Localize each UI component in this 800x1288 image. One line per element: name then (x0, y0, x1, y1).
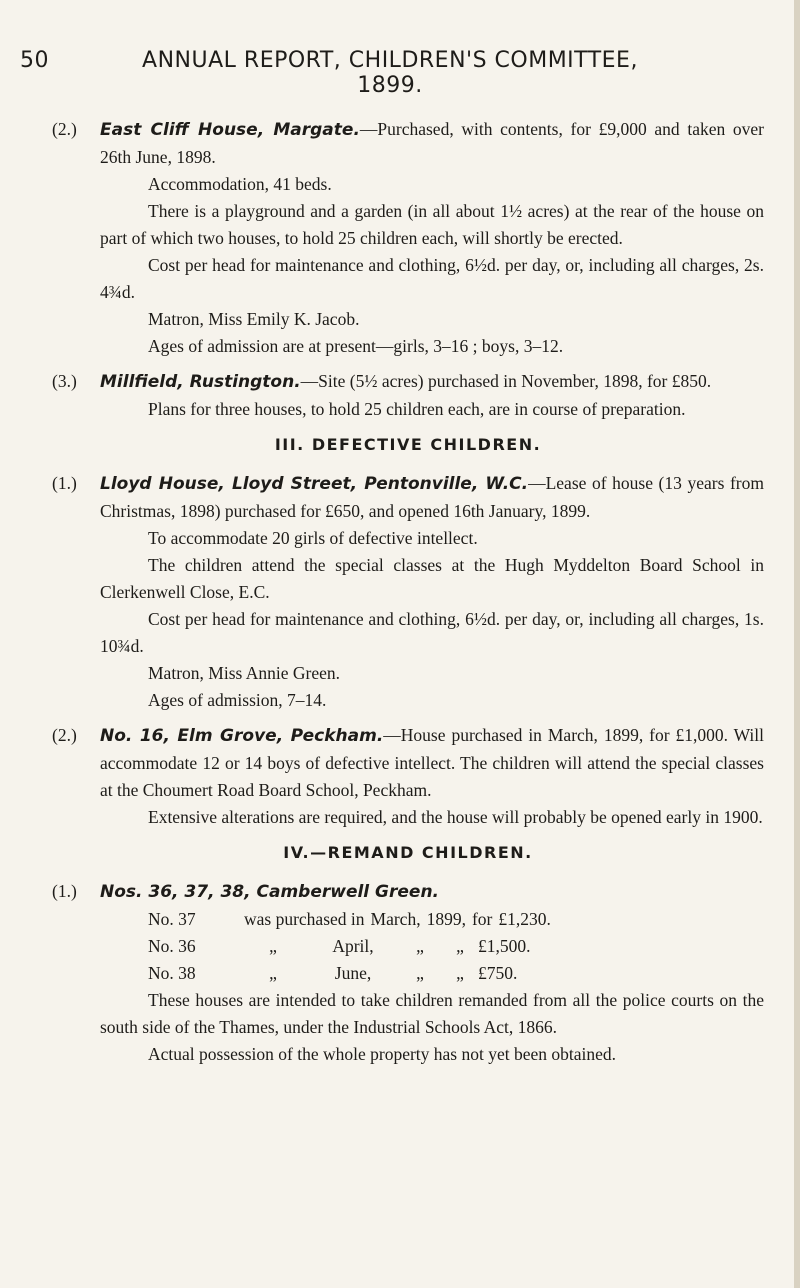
entry-text: —Site (5½ acres) purchased in November, 1898, for £850. (300, 371, 712, 391)
row-amount: £1,500. (478, 936, 531, 956)
paragraph: To accommodate 20 girls of defective intellect. (148, 528, 478, 548)
entry-lead (100, 116, 764, 171)
paragraph: Ages of admission, 7–14. (148, 690, 327, 710)
row-month: April, (332, 936, 374, 956)
ditto-mark: „ (416, 936, 424, 956)
entry-text: —Purchased, with contents, for £9,000 and taken over 26th June, 1898. (100, 119, 764, 167)
entry-lloyd-house (52, 470, 764, 714)
ditto-mark: „ (456, 936, 464, 956)
entry-lead (100, 878, 764, 906)
entry-camberwell-green (52, 878, 764, 906)
row-month: March, (370, 909, 421, 929)
entry-number: (2.) (52, 725, 77, 745)
entry-lead (100, 368, 764, 396)
paragraph: Accommodation, 41 beds. (148, 174, 332, 194)
table-row (100, 960, 764, 987)
row-year: 1899, (426, 909, 466, 929)
entry-number: (1.) (52, 473, 77, 493)
row-text: was purchased in (244, 909, 365, 929)
entry-title: Lloyd House, Lloyd Street, Pentonville, W.C. (100, 474, 529, 494)
entry-text: —House purchased in March, 1899, for £1,000. Will accommodate 12 or 14 boys of defective intellect. The children will attend the special classes at the Choumert Road Board School, Peckham. (100, 725, 765, 800)
entry-title: No. 16, Elm Grove, Peckham. (100, 726, 384, 746)
house-number: No. 37 (148, 909, 196, 929)
entry-title: Nos. 36, 37, 38, Camberwell Green. (100, 882, 440, 902)
table-row (100, 933, 764, 960)
entry-elm-grove (52, 722, 764, 831)
entry-number: (1.) (52, 881, 77, 901)
entry-number: (2.) (52, 119, 77, 139)
ditto-mark: „ (269, 963, 277, 983)
paragraph: Cost per head for maintenance and clothing, 6½d. per day, or, including all charges, 2s. 4¾d. (100, 255, 764, 302)
page-body (52, 116, 764, 1076)
page-header (0, 48, 800, 98)
paragraph: Extensive alterations are required, and the house will probably be opened early in 1900. (148, 807, 763, 827)
house-number: No. 38 (148, 963, 196, 983)
ditto-mark: „ (269, 936, 277, 956)
entry-lead (100, 722, 764, 804)
section-heading-defective: III. DEFECTIVE CHILDREN. (274, 435, 542, 454)
row-month: June, (334, 963, 372, 983)
paragraph: The children attend the special classes at the Hugh Myddelton Board School in Clerkenwell Close, E.C. (100, 555, 764, 602)
section-heading-remand: IV.—REMAND CHILDREN. (283, 843, 533, 862)
running-head: ANNUAL REPORT, CHILDREN'S COMMITTEE, 1899. (142, 48, 638, 98)
entry-millfield (52, 368, 764, 423)
paragraph: Actual possession of the whole property has not yet been obtained. (148, 1044, 617, 1064)
entry-lead (100, 470, 764, 525)
paragraph: Cost per head for maintenance and clothing, 6½d. per day, or, including all charges, 1s. 10¾d. (100, 609, 764, 656)
row-amount: £750. (478, 963, 518, 983)
paragraph: There is a playground and a garden (in all about 1½ acres) at the rear of the house on part of which two houses, to hold 25 children each, will shortly be erected. (100, 201, 764, 248)
paragraph: These houses are intended to take children remanded from all the police courts on the south side of the Thames, under the Industrial Schools Act, 1866. (100, 990, 764, 1037)
entry-camberwell-notes (52, 987, 764, 1068)
purchase-table (100, 906, 764, 987)
paragraph: Plans for three houses, to hold 25 children each, are in course of preparation. (148, 399, 686, 419)
entry-text: —Lease of house (13 years from Christmas, 1898) purchased for £650, and opened 16th January, 1899. (100, 473, 764, 521)
entry-east-cliff-house (52, 116, 764, 360)
entry-number: (3.) (52, 371, 77, 391)
paragraph: Matron, Miss Emily K. Jacob. (148, 309, 360, 329)
page-number: 50 (20, 48, 49, 73)
row-amount: £1,230. (498, 909, 551, 929)
paragraph: Ages of admission are at present—girls, 3–16 ; boys, 3–12. (148, 336, 564, 356)
ditto-mark: „ (416, 963, 424, 983)
page-edge (794, 0, 800, 1288)
house-number: No. 36 (148, 936, 196, 956)
ditto-mark: „ (456, 963, 464, 983)
entry-title: Millfield, Rustington. (100, 372, 301, 392)
table-row (100, 906, 764, 933)
entry-title: East Cliff House, Margate. (100, 120, 360, 140)
row-for: for (471, 909, 493, 929)
paragraph: Matron, Miss Annie Green. (148, 663, 340, 683)
